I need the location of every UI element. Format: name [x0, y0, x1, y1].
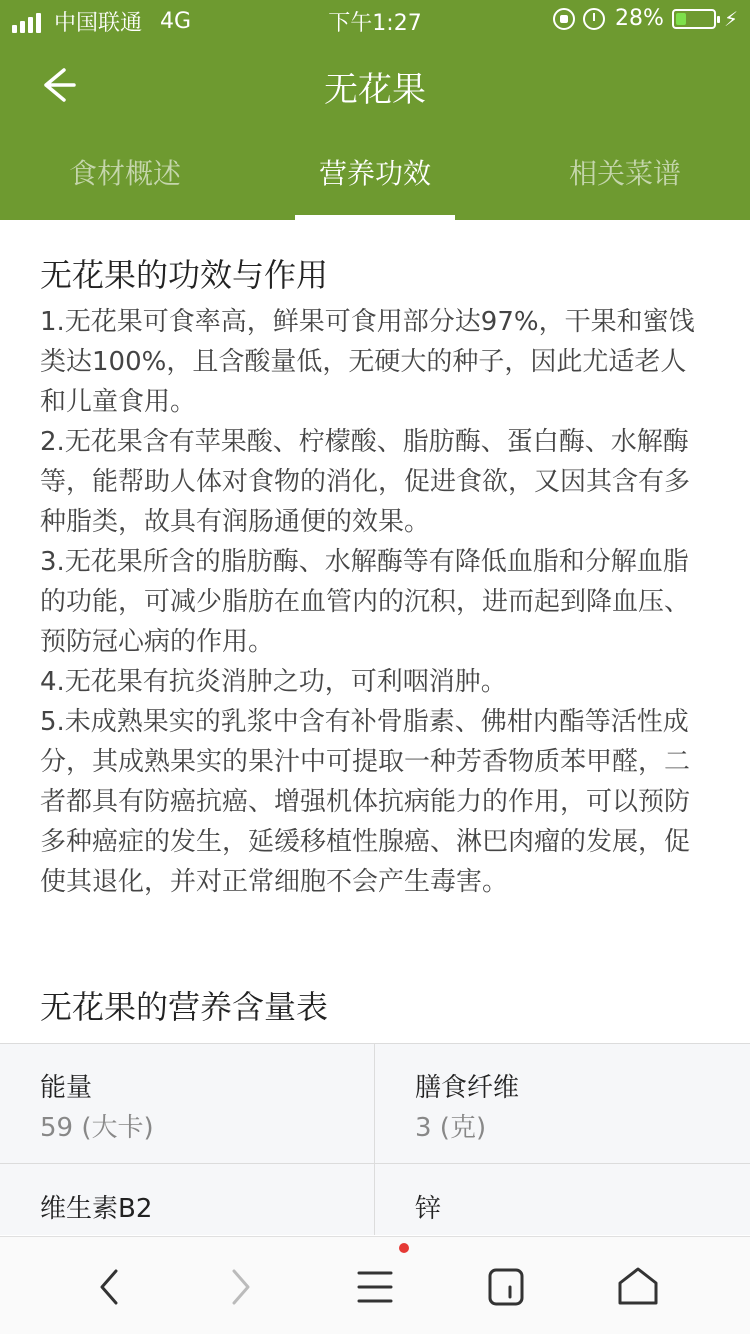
efficacy-paragraph: 2.无花果含有苹果酸、柠檬酸、脂肪酶、蛋白酶、水解酶等，能帮助人体对食物的消化，促进食欲，又因其含有多种脂类，故具有润肠通便的效果。 [40, 427, 691, 537]
nutrient-name: 能量 [40, 1073, 93, 1103]
tab-overview[interactable]: 食材概述 [68, 157, 181, 190]
content-scroll-area[interactable] [0, 220, 750, 1235]
carrier-name: 中国联通 [54, 11, 143, 36]
forward-icon[interactable] [210, 1259, 270, 1315]
tabs-icon[interactable] [476, 1259, 536, 1315]
back-icon[interactable] [80, 1259, 140, 1315]
tab-bar [0, 130, 750, 220]
efficacy-text [40, 302, 710, 902]
clock: 下午1:27 [328, 11, 422, 36]
efficacy-paragraph: 5.未成熟果实的乳浆中含有补骨脂素、佛柑内酯等活性成分，其成熟果实的果汁中可提取一种芳香物质苯甲醛，二者都具有防癌抗癌、增强机体抗病能力的作用，可以预防多种癌症的发生，延缓移植性腺癌、淋巴肉瘤的发展，促使其退化，并对正常细胞不会产生毒害。 [40, 707, 691, 897]
browser-toolbar [0, 1236, 750, 1334]
nutrient-name: 膳食纤维 [415, 1073, 520, 1103]
nutrient-name: 锌 [415, 1194, 442, 1224]
top-bar [0, 0, 750, 220]
notification-dot [399, 1243, 409, 1253]
nutrient-value: 3 (克) [415, 1113, 487, 1143]
efficacy-paragraph: 3.无花果所含的脂肪酶、水解酶等有降低血脂和分解血脂的功能，可减少脂肪在血管内的沉积，进而起到降血压、预防冠心病的作用。 [40, 547, 691, 657]
nutrient-value: 59 (大卡) [40, 1113, 154, 1143]
battery-icon [672, 9, 716, 29]
nutrition-cell [0, 1043, 374, 1163]
efficacy-section-title: 无花果的功效与作用 [40, 256, 329, 294]
battery-percent: 28% [615, 6, 664, 31]
nutrient-name: 维生素B2 [40, 1194, 153, 1224]
tab-related-recipes[interactable]: 相关菜谱 [568, 157, 681, 190]
nutrition-table [0, 1043, 750, 1235]
efficacy-paragraph: 4.无花果有抗炎消肿之功，可利咽消肿。 [40, 667, 507, 697]
navigation-bar [0, 40, 750, 130]
alarm-icon [583, 8, 605, 30]
menu-icon[interactable] [345, 1259, 405, 1315]
nutrition-cell [375, 1043, 749, 1163]
nutrition-section-title: 无花果的营养含量表 [40, 988, 329, 1026]
status-bar [0, 0, 750, 40]
charging-icon: ⚡ [723, 6, 738, 31]
home-icon[interactable] [608, 1259, 668, 1315]
efficacy-paragraph: 1.无花果可食率高，鲜果可食用部分达97%，干果和蜜饯类达100%，且含酸量低，无硬大的种子，因此尤适老人和儿童食用。 [40, 307, 695, 417]
nutrition-cell [375, 1164, 749, 1235]
page-title: 无花果 [324, 70, 426, 110]
status-right [545, 6, 738, 31]
tab-nutrition-efficacy[interactable]: 营养功效 [250, 130, 500, 220]
nutrition-cell [0, 1164, 374, 1235]
battery-level-fill [676, 13, 686, 25]
rotation-lock-icon [553, 8, 575, 30]
network-type: 4G [160, 9, 192, 34]
